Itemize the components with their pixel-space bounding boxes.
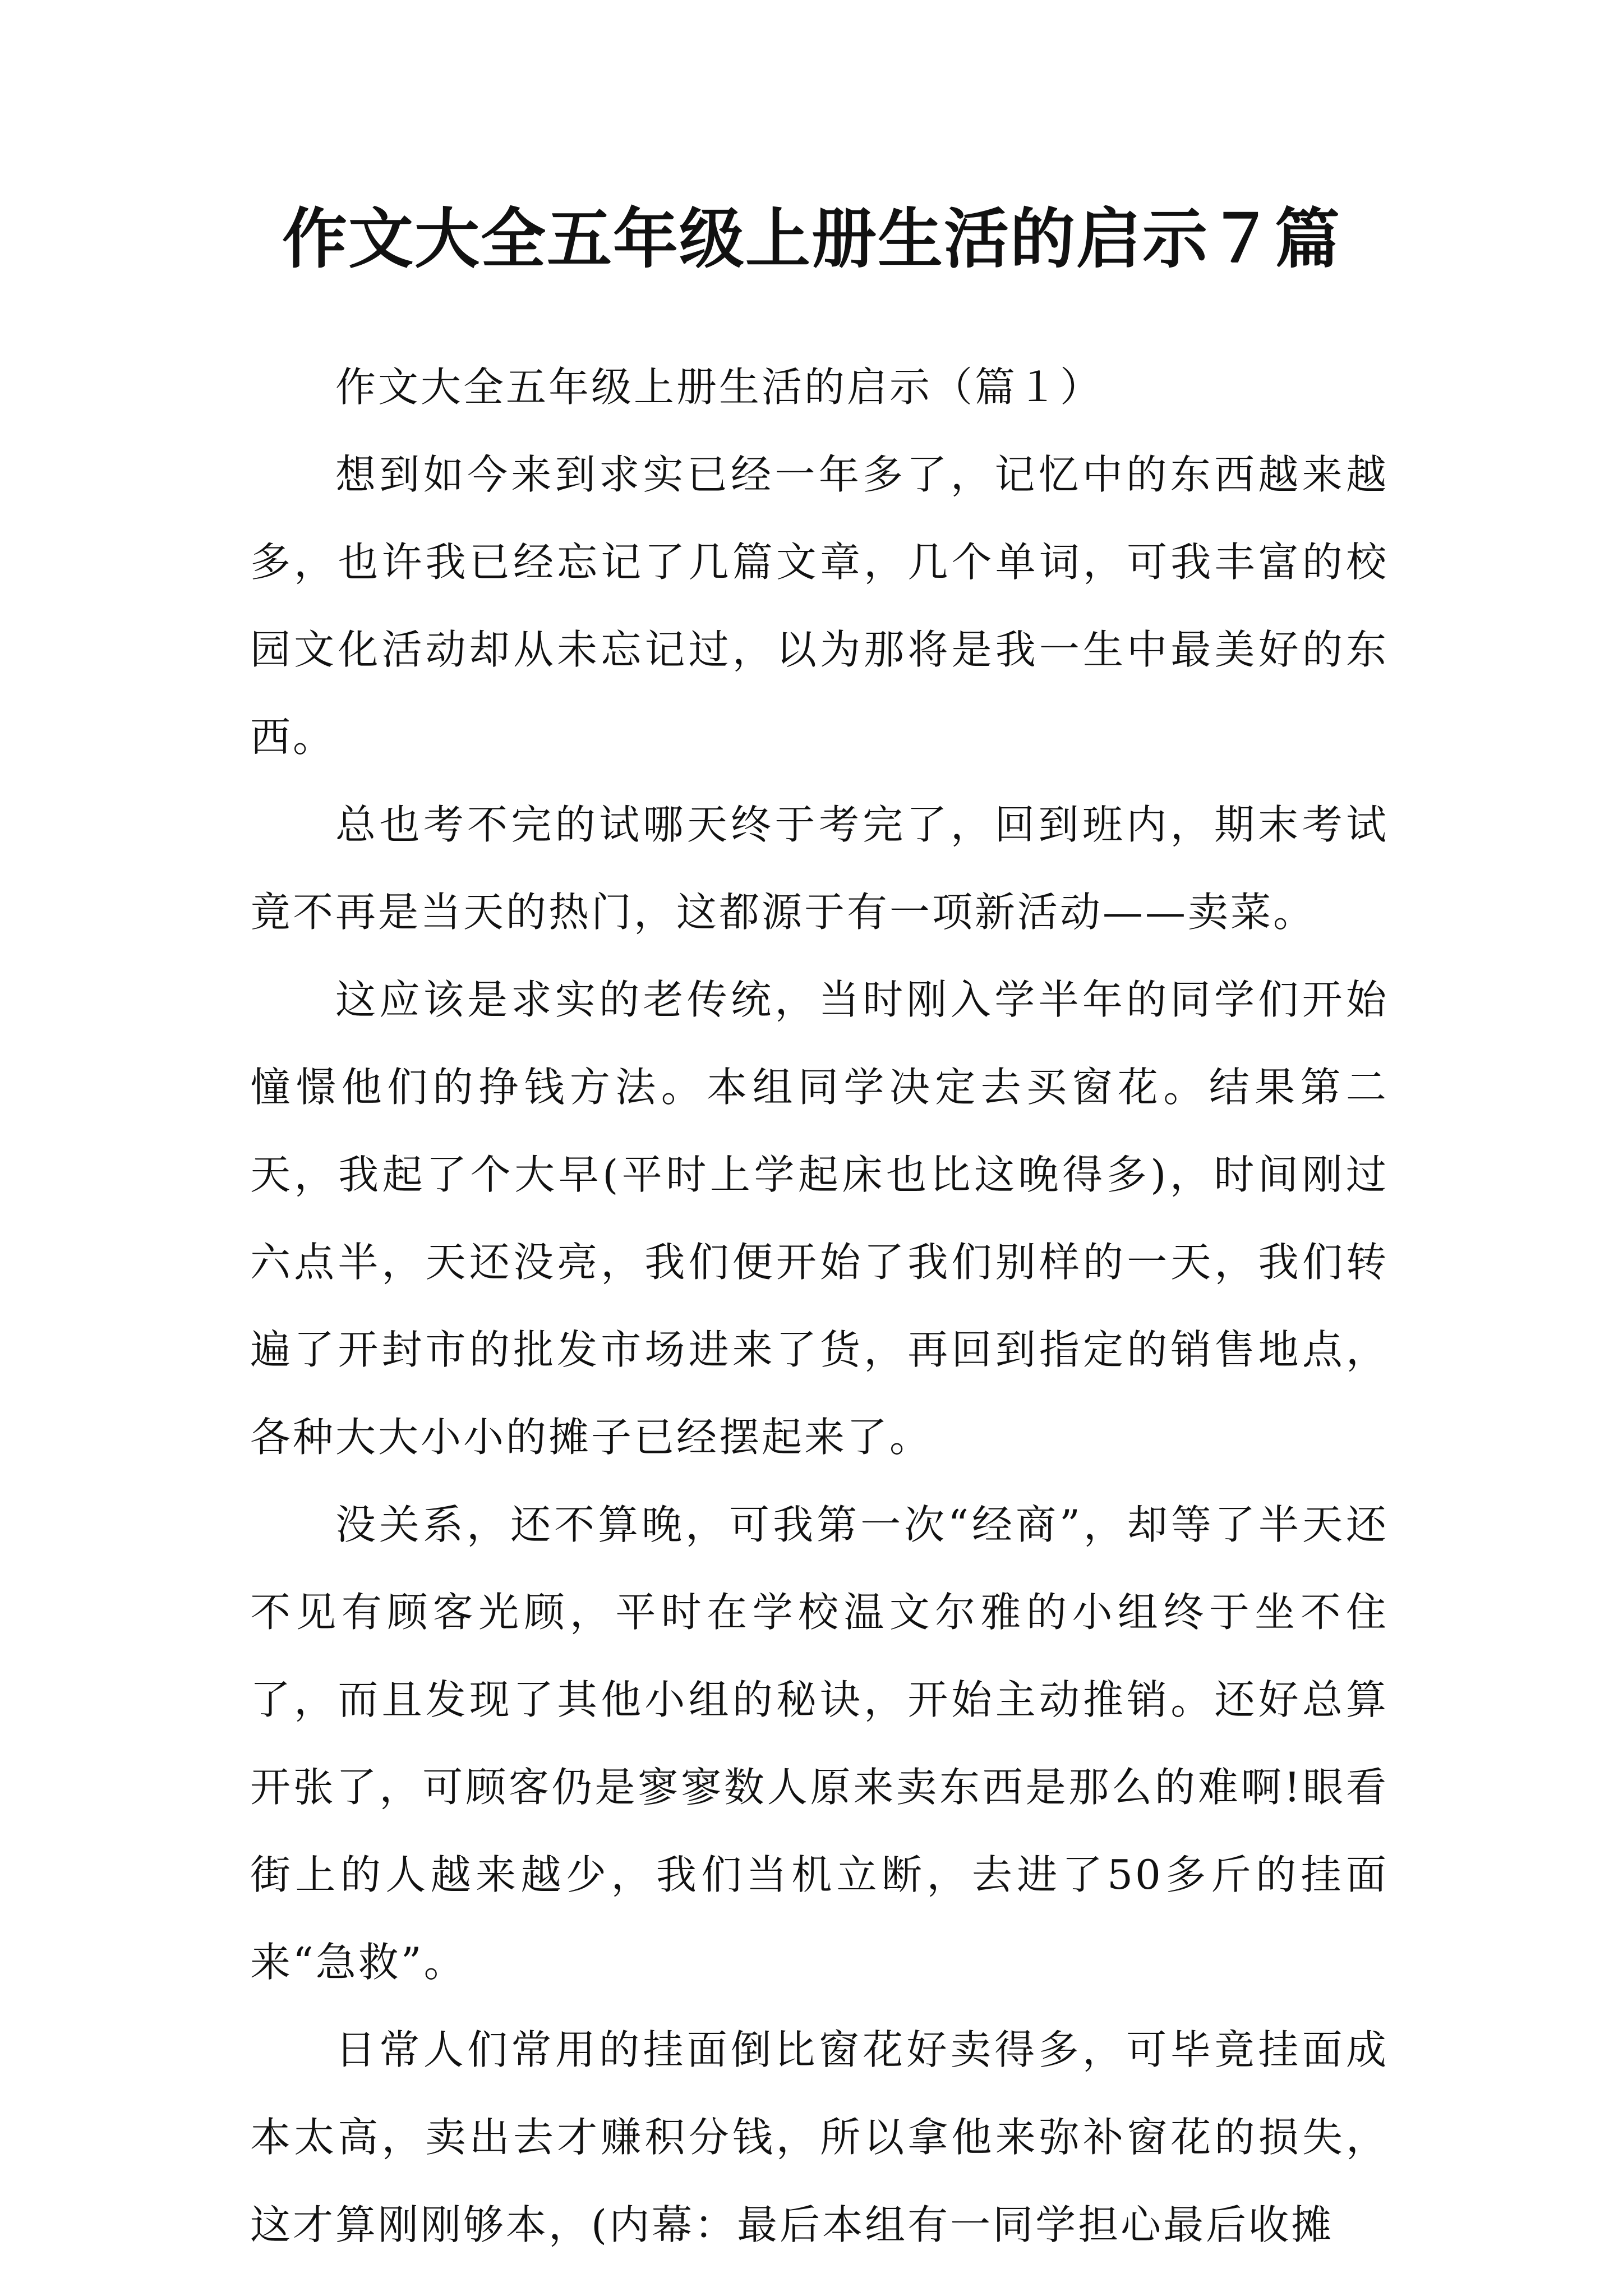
paragraph: 想到如今来到求实已经一年多了，记忆中的东西越来越多，也许我已经忘记了几篇文章，几个单词，可我丰富的校园文化活动却从未忘记过，以为那将是我一生中最美好的东西。 (250, 451, 1389, 761)
paragraph: 没关系，还不算晚，可我第一次“经商”，却等了半天还不见有顾客光顾，平时在学校温文尔雅的小组终于坐不住了，而且发现了其他小组的秘诀，开始主动推销。还好总算开张了，可顾客仍是寥寥数人原来卖东西是那么的难啊!眼看街上的人越来越少，我们当机立断，去进了50多斤的挂面来“急救”。 (250, 1501, 1389, 1986)
paragraph: 这应该是求实的老传统，当时刚入学半年的同学们开始憧憬他们的挣钱方法。本组同学决定去买窗花。结果第二天，我起了个大早(平时上学起床也比这晚得多)，时间刚过六点半，天还没亮，我们便开始了我们别样的一天，我们转遍了开封市的批发市场进来了货，再回到指定的销售地点，各种大大小小的摊子已经摆起来了。 (250, 976, 1389, 1461)
paragraph: 日常人们常用的挂面倒比窗花好卖得多，可毕竟挂面成本太高，卖出去才赚积分钱，所以拿他来弥补窗花的损失，这才算刚刚够本，(内幕：最后本组有一同学担心最后收摊 (250, 2026, 1389, 2248)
document-title: 作文大全五年级上册生活的启示７篇 (282, 201, 1341, 277)
section-heading: 作文大全五年级上册生活的启示（篇１） (335, 364, 1103, 411)
document-body (250, 343, 1389, 2269)
paragraph: 总也考不完的试哪天终于考完了，回到班内，期末考试竟不再是当天的热门，这都源于有一项新活动——卖菜。 (250, 801, 1389, 936)
